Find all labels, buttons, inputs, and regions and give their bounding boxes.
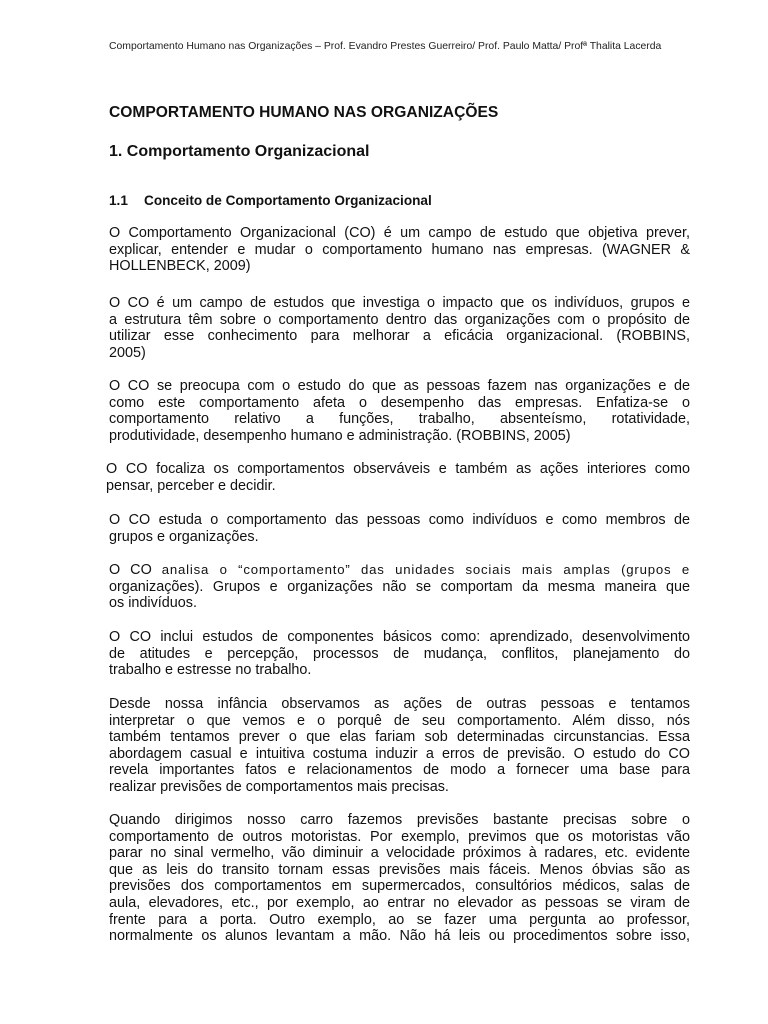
paragraph-line: 2005) [109,344,146,361]
section-heading [109,193,432,208]
paragraph-line: de atitudes e percepção, processos de mudança, conflitos, planejamento do [109,645,690,662]
paragraph-line: os indivíduos. [109,595,197,612]
paragraph [109,295,690,361]
paragraph [109,696,690,796]
paragraph-line: Quando dirigimos nosso carro fazemos previsões bastante precisas sobre o [109,812,690,828]
chapter-heading: 1. Comportamento Organizacional [109,143,370,160]
paragraph-line [109,562,690,579]
paragraph-line: comportamento relativo a funções, trabalho, absenteísmo, rotatividade, [109,411,690,428]
paragraph-line: como este comportamento afeta o desempenho das empresas. Enfatiza-se o [109,394,690,411]
paragraph [109,629,690,679]
paragraph-line: previsões dos comportamentos em supermercados, consultórios médicos, salas de [109,878,690,895]
paragraph [109,225,690,275]
paragraph-line: O CO inclui estudos de componentes básicos como: aprendizado, desenvolvimento [109,629,690,645]
paragraph-line: comportamento de outros motoristas. Por exemplo, previmos que os motoristas vão [109,828,690,845]
paragraph-line: trabalho e estresse no trabalho. [109,662,312,679]
paragraph-line: frente para a porta. Outro exemplo, ao se fazer uma pergunta ao professor, [109,911,690,928]
paragraph [109,812,690,945]
paragraph-line: utilizar esse conhecimento para melhorar a eficácia organizacional. (ROBBINS, [109,328,690,345]
paragraph [109,512,690,545]
paragraph [109,562,690,612]
paragraph-line: HOLLENBECK, 2009) [109,258,251,275]
paragraph-line: que as leis do transito tornam essas previsões mais fáceis. Menos óbvias são as [109,861,690,878]
section-number: 1.1 [109,193,128,208]
paragraph-line: O CO estuda o comportamento das pessoas como indivíduos e como membros de [109,512,690,528]
paragraph-line: grupos e organizações. [109,528,259,545]
paragraph-line-spaced-text: analisa o “comportamento” das unidades sociais mais amplas (grupos e [161,562,690,577]
paragraph-line: organizações). Grupos e organizações não se comportam da mesma maneira que [109,578,690,595]
paragraph-line: normalmente os alunos levantam a mão. Não há leis ou procedimentos sobre isso, [109,928,690,945]
paragraph-line: realizar previsões de comportamentos mais precisas. [109,778,449,795]
paragraph [109,378,690,444]
paragraph-line: revela importantes fatos e relacionamentos de modo a fornecer uma base para [109,762,690,779]
paragraph-line-prefix: O CO [109,562,152,578]
paragraph-line: aula, elevadores, etc., por exemplo, ao entrar no elevador as pessoas se viram de [109,894,690,911]
paragraph-line: explicar, entender e mudar o comportamento humano nas empresas. (WAGNER & [109,241,690,258]
paragraph [106,461,690,494]
paragraph-line: interpretar o que vemos e o porquê de seu comportamento. Além disso, nós [109,712,690,729]
paragraph-line: produtividade, desempenho humano e administração. (ROBBINS, 2005) [109,427,571,444]
document-title: COMPORTAMENTO HUMANO NAS ORGANIZAÇÕES [109,104,499,121]
paragraph-line: Desde nossa infância observamos as ações de outras pessoas e tentamos [109,696,690,712]
paragraph-line: O Comportamento Organizacional (CO) é um campo de estudo que objetiva prever, [109,225,690,241]
paragraph-line: a estrutura têm sobre o comportamento dentro das organizações com o propósito de [109,311,690,328]
paragraph-line: pensar, perceber e decidir. [106,477,276,494]
section-title: Conceito de Comportamento Organizacional [144,193,432,208]
paragraph-line: abordagem casual e intuitiva costuma induzir a erros de previsão. O estudo do CO [109,745,690,762]
paragraph-line: O CO se preocupa com o estudo do que as pessoas fazem nas organizações e de [109,378,690,394]
paragraph-line: parar no sinal vermelho, vão diminuir a velocidade próximos à radares, etc. evidente [109,845,690,862]
paragraph-line: também tentamos prever o que elas fariam sob determinadas circunstancias. Essa [109,729,690,746]
paragraph-line: O CO é um campo de estudos que investiga o impacto que os indivíduos, grupos e [109,295,690,311]
running-header: Comportamento Humano nas Organizações – Prof. Evandro Prestes Guerreiro/ Prof. Paulo Matta/ Profª Thalita Lacerda [109,41,662,52]
paragraph-line: O CO focaliza os comportamentos observáveis e também as ações interiores como [106,461,690,477]
